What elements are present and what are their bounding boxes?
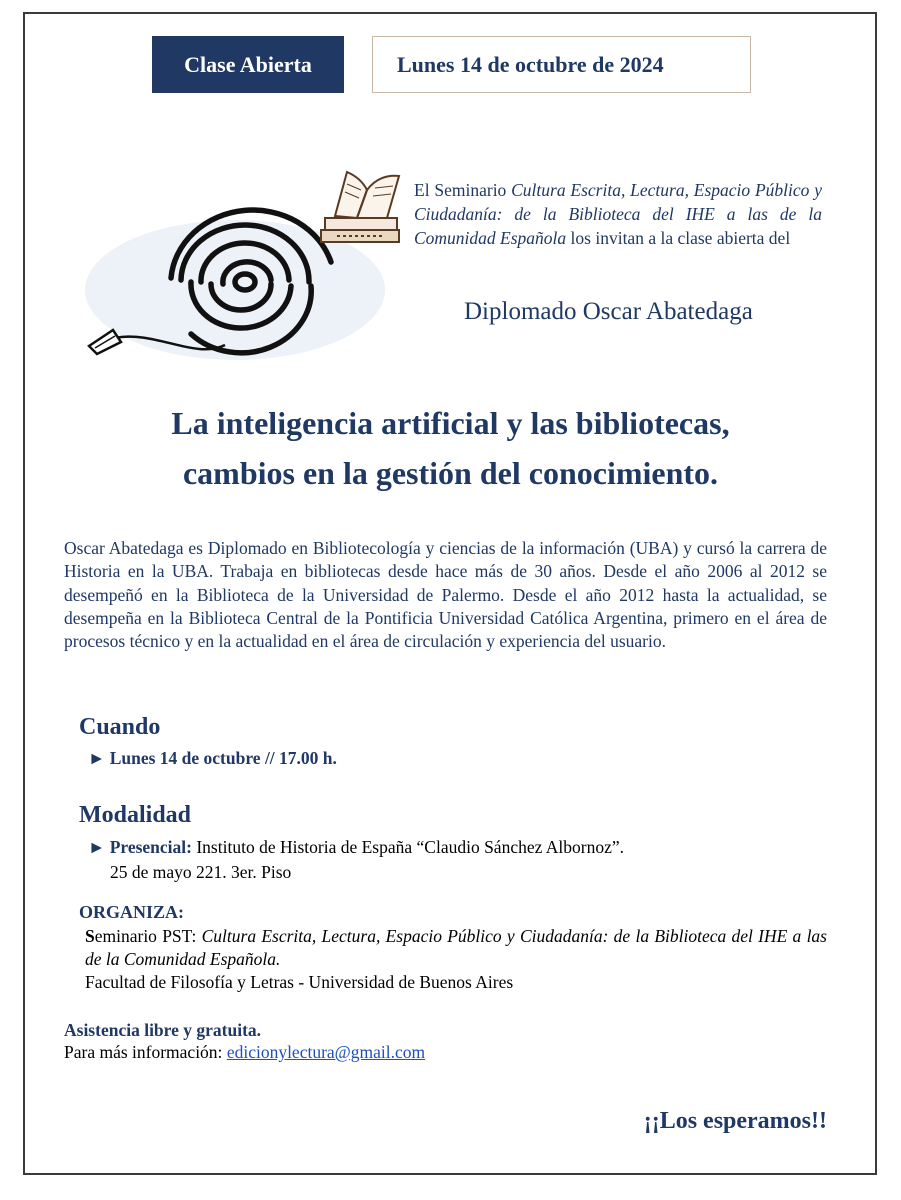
talk-title-line-1: La inteligencia artificial y las bibliotecas, xyxy=(171,405,730,441)
when-detail: ► Lunes 14 de octubre // 17.00 h. xyxy=(88,748,337,768)
organizer-heading: ORGANIZA: xyxy=(79,902,185,922)
talk-title-line-2: cambios en la gestión del conocimiento. xyxy=(182,455,719,491)
organizer-seminar-name: Cultura Escrita, Lectura, Espacio Público y Ciudadanía: de la Biblioteca del IHE a las de la Comunidad Española. xyxy=(85,926,827,969)
modality-label: ► Presencial: xyxy=(88,837,192,857)
organizer-seminar xyxy=(85,925,827,971)
modality-heading: Modalidad xyxy=(79,802,192,828)
speaker-bio: Oscar Abatedaga es Diplomado en Bibliotecología y ciencias de la información (UBA) y cursó la carrera de Historia en la UBA. Trabaja en bibliotecas desde hace más de 30 años. Desde el año 2006 al 2012 se desempeñó en la Biblioteca de la Universidad de Palermo. Desde el año 2012 hasta la actualidad, se desempeña en la Biblioteca Central de la Pontificia Universidad Católica Argentina, primero en el área de procesos técnico y en la actualidad en el área de circulación y experiencia del usuario. xyxy=(64,538,827,652)
labyrinth-illustration xyxy=(85,160,410,370)
closing-message: ¡¡Los esperamos!! xyxy=(643,1108,827,1134)
intro-paragraph xyxy=(414,178,822,250)
modality-place: Instituto de Historia de España “Claudio Sánchez Albornoz”. xyxy=(191,837,625,857)
class-type-badge: Clase Abierta xyxy=(152,36,344,93)
organizer-faculty: Facultad de Filosofía y Letras - Universidad de Buenos Aires xyxy=(85,972,514,992)
intro-suffix: los invitan a la clase abierta del xyxy=(566,228,791,248)
attendance-note: Asistencia libre y gratuita. xyxy=(64,1020,262,1040)
open-books-icon xyxy=(321,172,399,242)
email-link[interactable]: edicionylectura@gmail.com xyxy=(226,1042,426,1062)
modality-detail xyxy=(88,836,624,858)
modality-address: 25 de mayo 221. 3er. Piso xyxy=(110,862,292,882)
intro-prefix: El Seminario xyxy=(414,180,512,200)
when-heading: Cuando xyxy=(79,714,161,740)
organizer-initial: S xyxy=(85,926,95,946)
organizer-prefix: eminario PST: xyxy=(94,926,202,946)
seminar-name: Cultura Escrita, Lectura, Espacio Público y Ciudadanía: de la Biblioteca del IHE a las de la Comunidad Española xyxy=(414,180,822,248)
speaker-name: Diplomado Oscar Abatedaga xyxy=(464,298,753,325)
info-line xyxy=(64,1042,425,1063)
organizer-body xyxy=(85,925,827,994)
event-date-box: Lunes 14 de octubre de 2024 xyxy=(372,36,751,93)
talk-title xyxy=(40,398,861,498)
info-label: Para más información: xyxy=(64,1042,227,1062)
fountain-pen-icon xyxy=(89,330,121,354)
